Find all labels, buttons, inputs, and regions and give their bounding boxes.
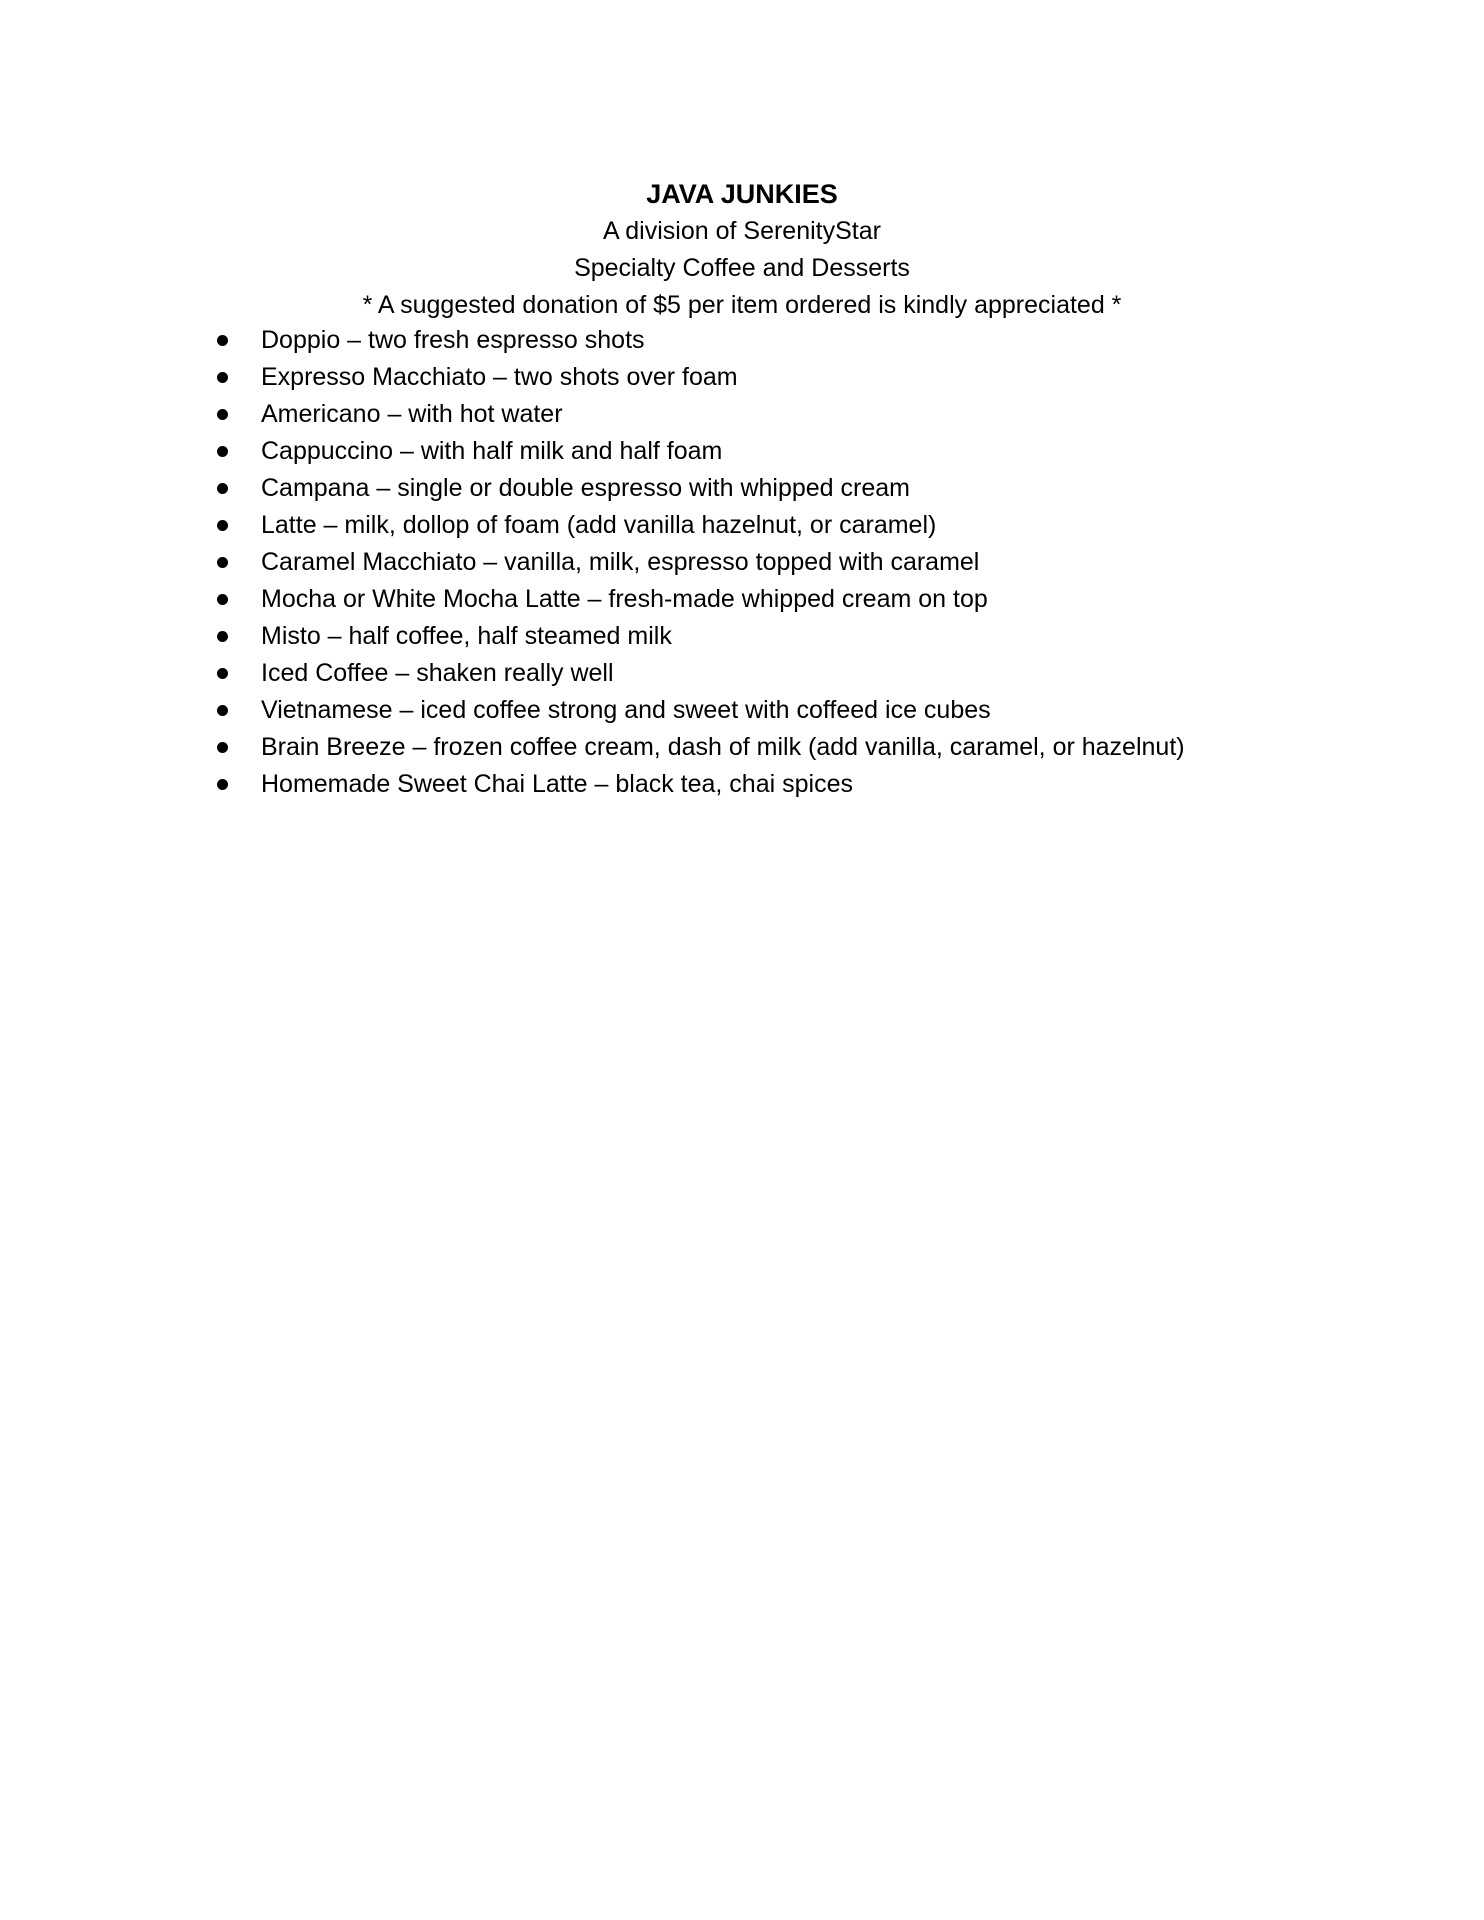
menu-item-text: Homemade Sweet Chai Latte – black tea, chai spices [261, 770, 853, 798]
list-item [0, 655, 1484, 692]
menu-item-text: Iced Coffee – shaken really well [261, 659, 614, 687]
menu-item-text: Brain Breeze – frozen coffee cream, dash of milk (add vanilla, caramel, or hazelnut) [261, 733, 1185, 761]
list-item [0, 729, 1484, 766]
donation-note: * A suggested donation of $5 per item ordered is kindly appreciated * [362, 291, 1122, 319]
list-item [0, 507, 1484, 544]
bullet-icon [217, 335, 228, 346]
bullet-icon [217, 742, 228, 753]
list-item [0, 470, 1484, 507]
list-item [0, 433, 1484, 470]
division-subtitle: A division of SerenityStar [603, 217, 881, 245]
menu-list [0, 322, 1484, 803]
menu-item-text: Caramel Macchiato – vanilla, milk, espresso topped with caramel [261, 548, 980, 576]
list-item [0, 396, 1484, 433]
list-item [0, 618, 1484, 655]
menu-item-text: Vietnamese – iced coffee strong and sweet with coffeed ice cubes [261, 696, 991, 724]
list-item [0, 692, 1484, 729]
menu-item-text: Campana – single or double espresso with whipped cream [261, 474, 910, 502]
menu-item-text: Expresso Macchiato – two shots over foam [261, 363, 738, 391]
bullet-icon [217, 705, 228, 716]
bullet-icon [217, 557, 228, 568]
bullet-icon [217, 409, 228, 420]
page-title: JAVA JUNKIES [646, 179, 838, 209]
bullet-icon [217, 372, 228, 383]
bullet-icon [217, 446, 228, 457]
menu-item-text: Latte – milk, dollop of foam (add vanilla hazelnut, or caramel) [261, 511, 937, 539]
list-item [0, 544, 1484, 581]
bullet-icon [217, 668, 228, 679]
bullet-icon [217, 631, 228, 642]
bullet-icon [217, 520, 228, 531]
list-item [0, 322, 1484, 359]
menu-item-text: Americano – with hot water [261, 400, 563, 428]
menu-item-text: Doppio – two fresh espresso shots [261, 326, 645, 354]
list-item [0, 766, 1484, 803]
bullet-icon [217, 779, 228, 790]
bullet-icon [217, 594, 228, 605]
list-item [0, 359, 1484, 396]
list-item [0, 581, 1484, 618]
tagline: Specialty Coffee and Desserts [574, 254, 910, 282]
bullet-icon [217, 483, 228, 494]
menu-item-text: Mocha or White Mocha Latte – fresh-made whipped cream on top [261, 585, 988, 613]
menu-item-text: Cappuccino – with half milk and half foam [261, 437, 723, 465]
menu-header [0, 176, 1484, 324]
menu-item-text: Misto – half coffee, half steamed milk [261, 622, 672, 650]
